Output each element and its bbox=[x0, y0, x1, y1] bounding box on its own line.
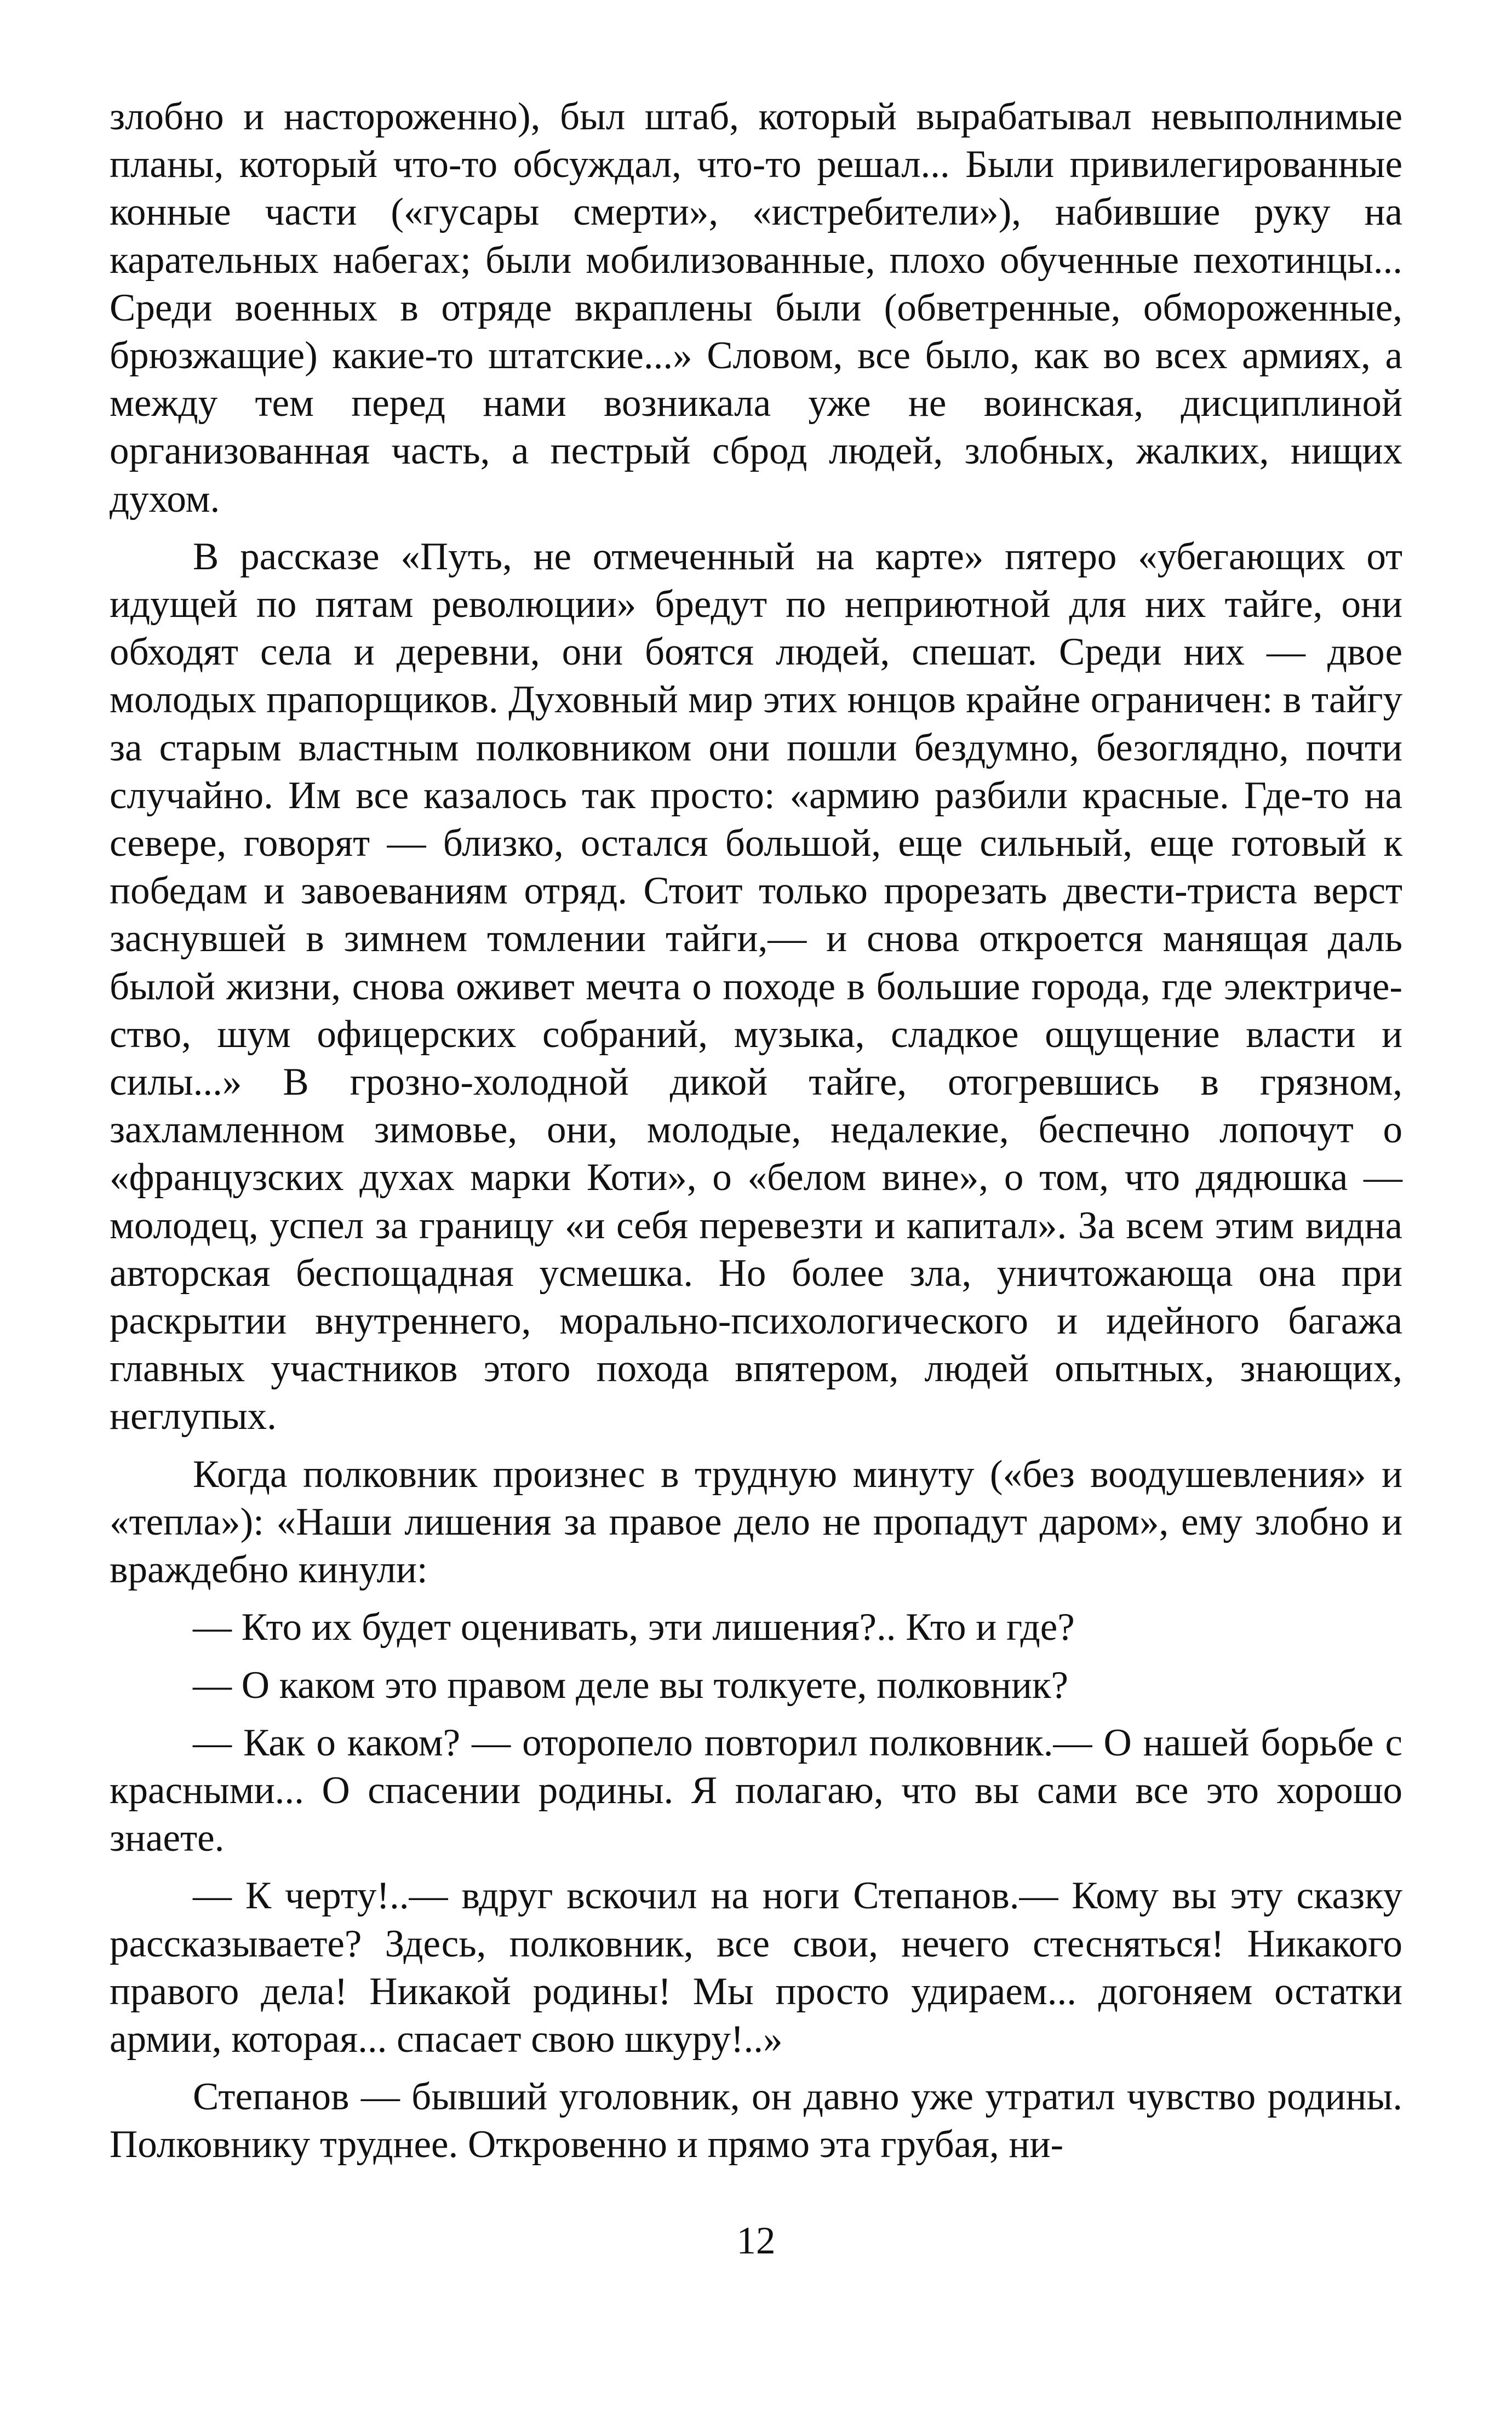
dialogue-line-1: — Кто их будет оценивать, эти лишения?.. Кто и где? bbox=[193, 1606, 1075, 1649]
dialogue-line-2: — О каком это правом деле вы толкуете, полковник? bbox=[193, 1663, 1069, 1707]
paragraph-2: В рассказе «Путь, не отмеченный на карте» пятеро «убегающих от идущей по пятам революции» бредут по неприютной для них тайге, они обходят села и деревни, они боятся людей, спешат. Среди них — двое молодых прапорщиков. Духовный мир этих юнцов крайне ограничен: в тайгу за старым властным полковником они пошли бездумно, безоглядно, почти случайно. Им все казалось так просто: «армию разбили красные. Где-то на севере, говорят — близко, остался большой, еще сильный, еще готовый к победам и завоеваниям отряд. Стоит только прорезать двести-триста верст заснувшей в зимнем томлении тайги,— и снова откроется манящая даль былой жизни, снова оживет мечта о походе в большие города, где электричество, шум офицерских собраний, музыка, сладкое ощущение власти и силы...» В грозно-холодной дикой тайге, отогревшись в грязном, захламленном зимовье, они, молодые, недалекие, беспечно лопочут о «французских духах марки Коти», о «белом вине», о том, что дядюшка — молодец, успел за границу «и себя перевезти и капитал». За всем этим видна авторская беспощадная усмешка. Но более зла, уничтожающа она при раскрытии внутреннего, морально-психологического и идейного багажа главных участников этого похода впятером, людей опытных, знающих, неглупых. bbox=[110, 535, 1402, 1438]
paragraph-last: Степанов — бывший уголовник, он давно уже утратил чувство родины. Полковнику труднее. Откровенно и прямо эта грубая, ни- bbox=[110, 2075, 1402, 2166]
dialogue-line-3: — Как о каком? — оторопело повторил полковник.— О нашей борьбе с красными... О спасении родины. Я полагаю, что вы сами все это хорошо знаете. bbox=[110, 1721, 1402, 1860]
dialogue-line-4: — К черту!..— вдруг вскочил на ноги Степанов.— Кому вы эту сказку рассказываете? Здесь, полковник, все свои, нечего стесняться! Никакого правого дела! Никакой родины! Мы просто удираем... догоняем остатки армии, которая... спасает свою шкуру!..» bbox=[110, 1874, 1402, 2061]
paragraph-3: Когда полковник произнес в трудную минуту («без воодушевления» и «тепла»): «Наши лишения за правое дело не пропадут даром», ему злобно и враждебно кинули: bbox=[110, 1452, 1402, 1592]
page-body bbox=[110, 93, 1402, 2179]
page-number: 12 bbox=[736, 2219, 776, 2262]
paragraph-1: злобно и настороженно), был штаб, который вырабатывал невыполнимые планы, который что-то обсуждал, что-то решал... Были привилегированные конные части («гусары смерти», «истребители»), набившие руку на карательных набегах; были мобилизованные, плохо обученные пехотинцы... Среди военных в отряде вкраплены были (обветренные, обмороженные, брюзжащие) какие-то штатские...» Словом, все было, как во всех армиях, а между тем перед нами возникала уже не воинская, дисциплиной организованная часть, а пестрый сброд людей, злобных, жалких, нищих духом. bbox=[110, 95, 1402, 520]
